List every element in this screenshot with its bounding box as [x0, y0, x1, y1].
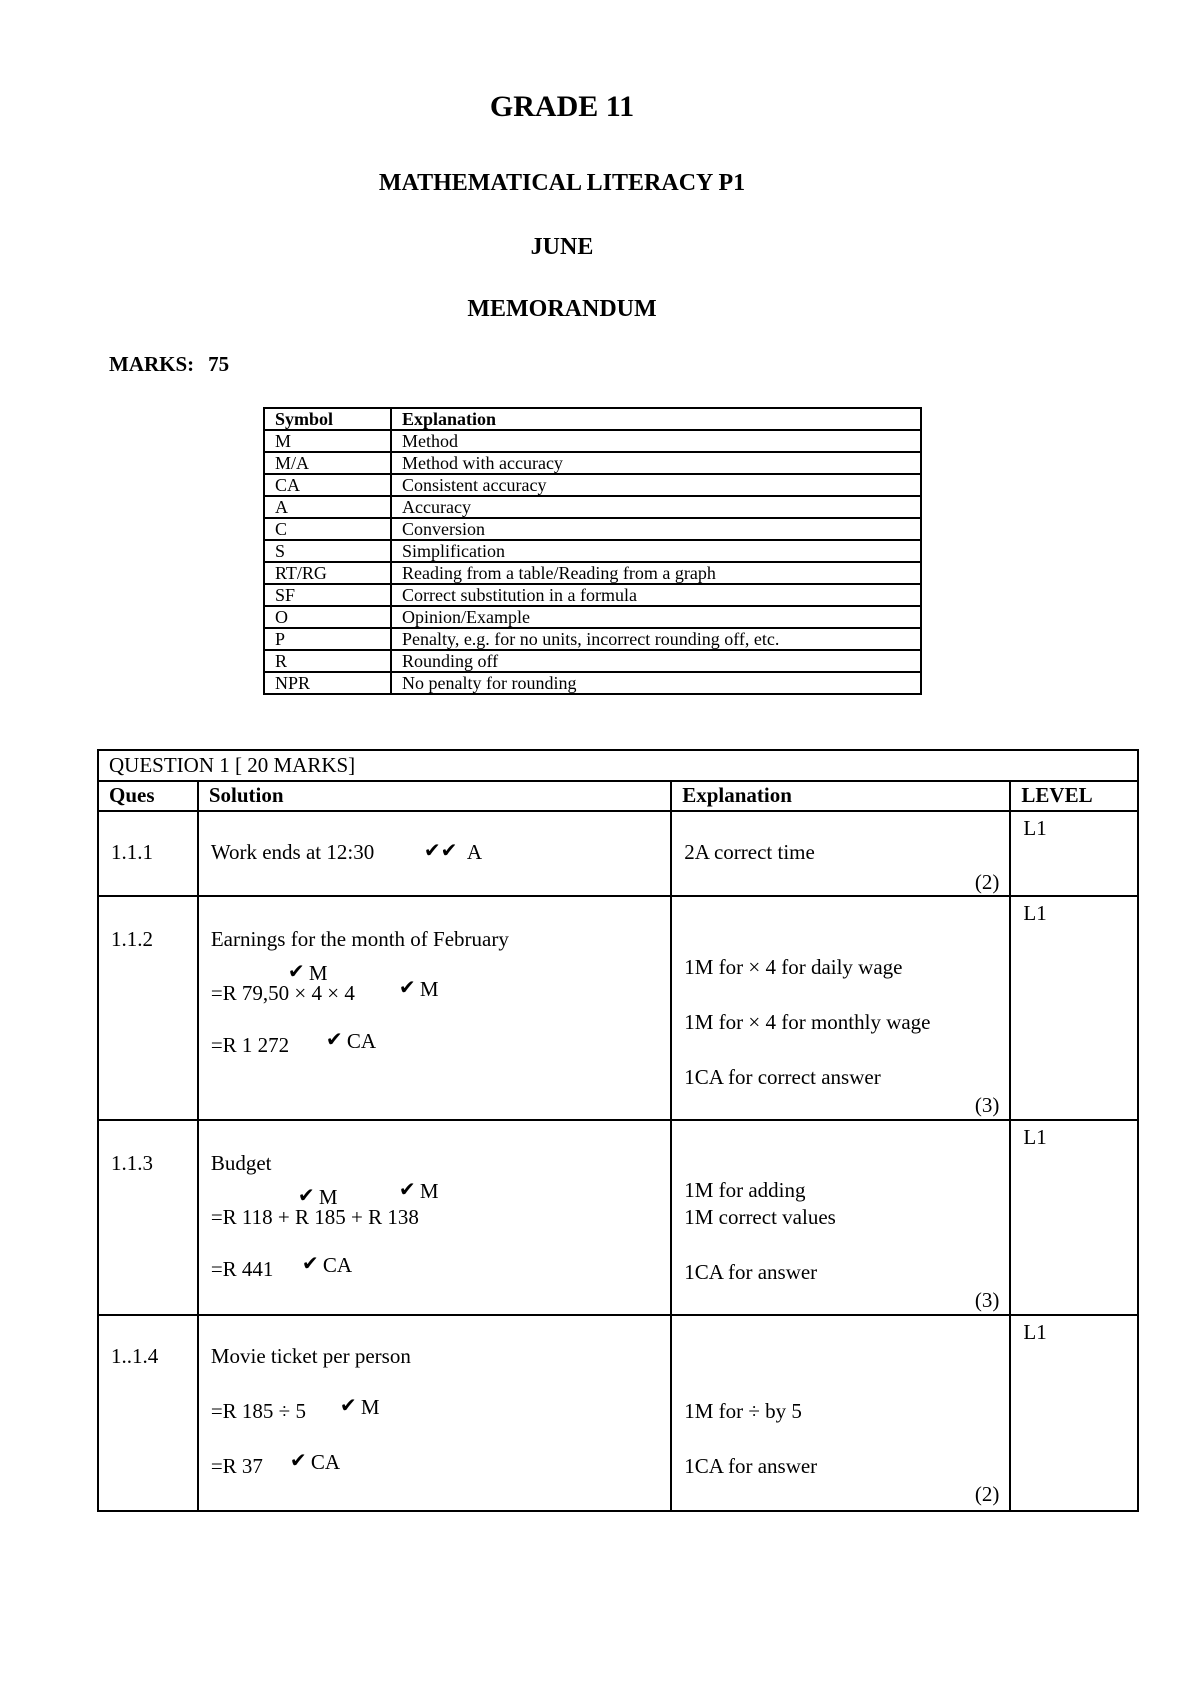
- solution-line: Earnings for the month of February: [210, 927, 509, 951]
- solution-cell: [198, 811, 671, 896]
- explanation-cell: Simplification: [391, 540, 921, 562]
- explanation-column-header: Explanation: [671, 781, 1010, 811]
- explanation-line: 1CA for answer: [684, 1260, 818, 1284]
- solution-line: =R 79,50 × 4 × 4: [210, 981, 355, 1005]
- explanation-cell: Conversion: [391, 518, 921, 540]
- symbol-cell: SF: [264, 584, 391, 606]
- question-number: 1.1.3: [111, 1151, 153, 1175]
- question-number-cell: [98, 1120, 198, 1315]
- mark-annotation: CA: [346, 1029, 377, 1053]
- symbol-cell: NPR: [264, 672, 391, 694]
- explanation-line: 1M for × 4 for monthly wage: [684, 1010, 931, 1034]
- explanation-line: 1M for × 4 for daily wage: [684, 955, 903, 979]
- total-marks: [109, 352, 229, 377]
- question-number-cell: [98, 896, 198, 1120]
- symbol-cell: R: [264, 650, 391, 672]
- tick-icon: ✔: [301, 1251, 319, 1275]
- question-number-cell: [98, 811, 198, 896]
- double-tick-icon: ✔✔: [423, 838, 458, 862]
- table-row: [264, 430, 921, 452]
- table-row: [98, 896, 1138, 1120]
- symbol-cell: O: [264, 606, 391, 628]
- symbols-table: [263, 407, 922, 695]
- marks-label: MARKS:: [109, 352, 195, 376]
- solution-column-header: Solution: [198, 781, 671, 811]
- table-row: [264, 650, 921, 672]
- level-cell: [1010, 1315, 1138, 1511]
- table-row: [264, 672, 921, 694]
- question-title: QUESTION 1 [ 20 MARKS]: [98, 750, 1138, 781]
- explanation-line: 1M correct values: [684, 1205, 836, 1229]
- explanation-line: 1M for ÷ by 5: [684, 1399, 802, 1423]
- explanation-line: 1M for adding: [684, 1178, 806, 1202]
- explanation-cell: [671, 811, 1010, 896]
- marks-total: (2): [974, 1482, 1000, 1506]
- mark-annotation: M: [318, 1185, 338, 1209]
- solution-line: Work ends at 12:30: [210, 840, 375, 864]
- ques-column-header: Ques: [98, 781, 198, 811]
- explanation-cell: Method with accuracy: [391, 452, 921, 474]
- marks-value: 75: [208, 352, 230, 376]
- table-row: [264, 518, 921, 540]
- tick-icon: ✔: [398, 1177, 416, 1201]
- symbol-cell: C: [264, 518, 391, 540]
- symbol-column-header: Symbol: [264, 408, 391, 430]
- table-row: [264, 606, 921, 628]
- symbol-cell: S: [264, 540, 391, 562]
- symbol-cell: M/A: [264, 452, 391, 474]
- table-row: [264, 452, 921, 474]
- tick-icon: ✔: [339, 1393, 357, 1417]
- table-row: [264, 628, 921, 650]
- level-cell: [1010, 811, 1138, 896]
- explanation-cell: Correct substitution in a formula: [391, 584, 921, 606]
- table-row: [264, 474, 921, 496]
- explanation-cell: [671, 896, 1010, 1120]
- level-cell: [1010, 896, 1138, 1120]
- question-header-row: [98, 781, 1138, 811]
- explanation-cell: Penalty, e.g. for no units, incorrect rounding off, etc.: [391, 628, 921, 650]
- level-value: L1: [1023, 901, 1047, 925]
- question-number: 1..1.4: [111, 1344, 159, 1368]
- level-value: L1: [1023, 816, 1047, 840]
- explanation-cell: Method: [391, 430, 921, 452]
- solution-line: =R 441: [210, 1257, 274, 1281]
- symbol-cell: CA: [264, 474, 391, 496]
- tick-icon: ✔: [398, 975, 416, 999]
- symbol-cell: A: [264, 496, 391, 518]
- session-heading: JUNE: [530, 234, 594, 260]
- explanation-cell: No penalty for rounding: [391, 672, 921, 694]
- marks-total: (3): [974, 1288, 1000, 1312]
- question-number-cell: [98, 1315, 198, 1511]
- solution-line: Movie ticket per person: [210, 1344, 411, 1368]
- explanation-cell: [671, 1120, 1010, 1315]
- table-row: [264, 540, 921, 562]
- question-number: 1.1.2: [111, 927, 153, 951]
- mark-annotation: A: [466, 840, 482, 864]
- grade-heading: GRADE 11: [489, 90, 635, 123]
- table-row: [98, 811, 1138, 896]
- symbol-cell: RT/RG: [264, 562, 391, 584]
- mark-annotation: CA: [322, 1253, 353, 1277]
- solution-line: =R 185 ÷ 5: [210, 1399, 306, 1423]
- explanation-cell: Consistent accuracy: [391, 474, 921, 496]
- level-column-header: LEVEL: [1010, 781, 1138, 811]
- question-number: 1.1.1: [111, 840, 153, 864]
- solution-cell: [198, 1315, 671, 1511]
- solution-line: =R 1 272: [210, 1033, 290, 1057]
- table-row: [264, 496, 921, 518]
- table-row: [98, 1315, 1138, 1511]
- symbol-cell: P: [264, 628, 391, 650]
- solution-cell: [198, 896, 671, 1120]
- question-1-table: [97, 749, 1139, 1512]
- tick-icon: ✔: [289, 1448, 307, 1472]
- table-row: [98, 1120, 1138, 1315]
- solution-line: =R 37: [210, 1454, 263, 1478]
- marks-total: (2): [974, 870, 1000, 894]
- mark-annotation: M: [419, 977, 439, 1001]
- explanation-column-header: Explanation: [391, 408, 921, 430]
- mark-annotation: M: [419, 1179, 439, 1203]
- explanation-cell: Accuracy: [391, 496, 921, 518]
- symbols-header-row: [264, 408, 921, 430]
- question-title-row: [98, 750, 1138, 781]
- tick-icon: ✔: [297, 1183, 315, 1207]
- explanation-cell: Reading from a table/Reading from a graph: [391, 562, 921, 584]
- symbol-cell: M: [264, 430, 391, 452]
- solution-line: =R 118 + R 185 + R 138: [210, 1205, 419, 1229]
- level-value: L1: [1023, 1320, 1047, 1344]
- explanation-cell: [671, 1315, 1010, 1511]
- mark-annotation: M: [308, 961, 328, 985]
- explanation-cell: Rounding off: [391, 650, 921, 672]
- marks-total: (3): [974, 1093, 1000, 1117]
- solution-cell: [198, 1120, 671, 1315]
- table-row: [264, 562, 921, 584]
- explanation-line: 1CA for correct answer: [684, 1065, 881, 1089]
- tick-icon: ✔: [287, 959, 305, 983]
- level-value: L1: [1023, 1125, 1047, 1149]
- solution-line: Budget: [210, 1151, 272, 1175]
- explanation-line: 2A correct time: [684, 840, 815, 864]
- explanation-line: 1CA for answer: [684, 1454, 818, 1478]
- subject-heading: MATHEMATICAL LITERACY P1: [378, 170, 746, 196]
- level-cell: [1010, 1120, 1138, 1315]
- memorandum-heading: MEMORANDUM: [467, 296, 657, 322]
- mark-annotation: CA: [310, 1450, 341, 1474]
- explanation-cell: Opinion/Example: [391, 606, 921, 628]
- tick-icon: ✔: [325, 1027, 343, 1051]
- mark-annotation: M: [360, 1395, 380, 1419]
- table-row: [264, 584, 921, 606]
